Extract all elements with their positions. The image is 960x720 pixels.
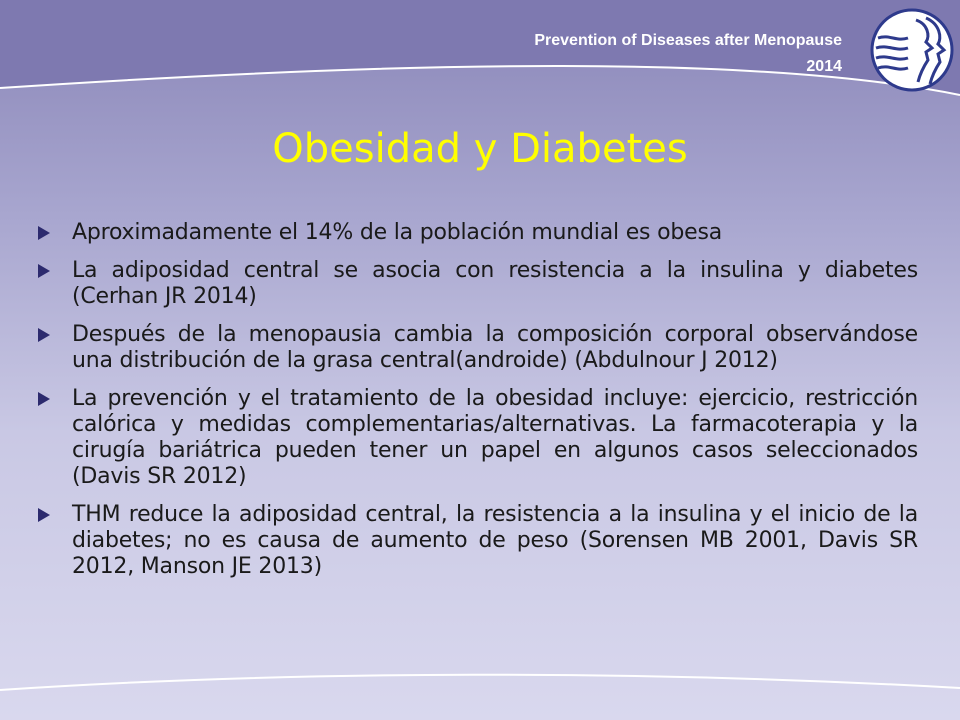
- bullet-list: [38, 220, 918, 592]
- triangle-right-icon: [38, 392, 50, 406]
- header-text: [422, 28, 842, 80]
- bullet-text: Aproximadamente el 14% de la población mundial es obesa: [72, 220, 722, 245]
- bullet-text: La prevención y el tratamiento de la obesidad incluye: ejercicio, restricción calórica y medidas complementarias/alternativas. La farmacoterapia y la cirugía bariátrica pueden tener un papel en algunos casos seleccionados (Davis SR 2012): [72, 386, 918, 489]
- triangle-right-icon: [38, 508, 50, 522]
- triangle-right-icon: [38, 328, 50, 342]
- slide-title: Obesidad y Diabetes: [272, 126, 688, 172]
- bullet-text: THM reduce la adiposidad central, la resistencia a la insulina y el inicio de la diabetes; no es causa de aumento de peso (Sorensen MB 2001, Davis SR 2012, Manson JE 2013): [72, 502, 918, 579]
- list-item: [38, 258, 918, 310]
- list-item: [38, 386, 918, 490]
- list-item: [38, 322, 918, 374]
- profile-faces-logo-icon: [870, 8, 954, 92]
- list-item: [38, 502, 918, 580]
- triangle-right-icon: [38, 226, 50, 240]
- header-year: 2014: [806, 58, 842, 75]
- bullet-text: La adiposidad central se asocia con resistencia a la insulina y diabetes (Cerhan JR 2014): [72, 258, 918, 309]
- bullet-text: Después de la menopausia cambia la composición corporal observándose una distribución de la grasa central(androide) (Abdulnour J 2012): [72, 322, 918, 373]
- header-title: Prevention of Diseases after Menopause: [534, 32, 842, 49]
- list-item: [38, 220, 918, 246]
- triangle-right-icon: [38, 264, 50, 278]
- footer-wave-line: [0, 660, 960, 710]
